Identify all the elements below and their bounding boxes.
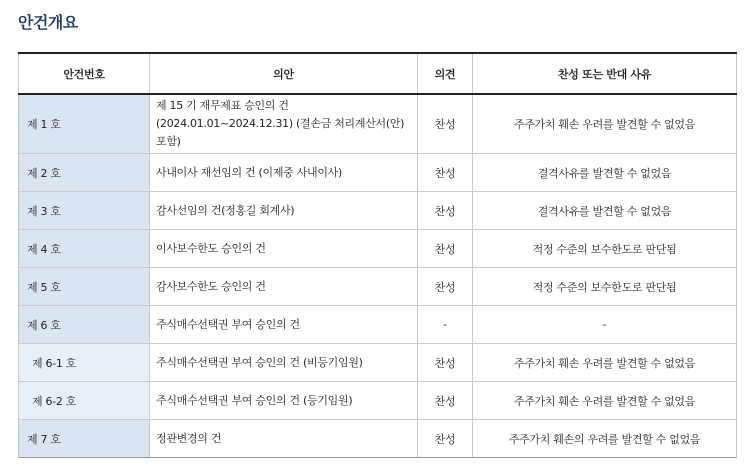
agenda-no-cell: 제 5 호: [19, 268, 150, 306]
table-row: [19, 306, 737, 344]
opinion-cell: 찬성: [418, 420, 473, 458]
reason-cell: 주주가치 훼손 우려를 발견할 수 없었음: [473, 344, 737, 382]
table-header-row: [19, 53, 737, 94]
header-agenda: 의안: [150, 53, 418, 94]
agenda-table: [18, 52, 737, 458]
agenda-cell: 감사선임의 건(정홍길 회계사): [150, 192, 418, 230]
header-agenda-no: 안건번호: [19, 53, 150, 94]
reason-cell: 주주가치 훼손의 우려를 발견할 수 없었음: [473, 420, 737, 458]
header-reason: 찬성 또는 반대 사유: [473, 53, 737, 94]
agenda-no-cell: 제 1 호: [19, 94, 150, 154]
agenda-cell: 사내이사 재선임의 건 (이제중 사내이사): [150, 154, 418, 192]
agenda-no-cell: 제 4 호: [19, 230, 150, 268]
table-row: [19, 94, 737, 154]
agenda-no-cell: 제 7 호: [19, 420, 150, 458]
page-title: 안건개요: [18, 13, 78, 32]
agenda-no-cell: 제 3 호: [19, 192, 150, 230]
opinion-cell: 찬성: [418, 94, 473, 154]
opinion-cell: 찬성: [418, 192, 473, 230]
opinion-cell: -: [418, 306, 473, 344]
agenda-no-cell: 제 6-2 호: [19, 382, 150, 420]
agenda-no-cell: 제 6-1 호: [19, 344, 150, 382]
agenda-cell: 주식매수선택권 부여 승인의 건 (비등기임원): [150, 344, 418, 382]
agenda-cell: 정관변경의 건: [150, 420, 418, 458]
agenda-cell: 주식매수선택권 부여 승인의 건: [150, 306, 418, 344]
reason-cell: 결격사유를 발견할 수 없었음: [473, 192, 737, 230]
opinion-cell: 찬성: [418, 344, 473, 382]
agenda-cell: 감사보수한도 승인의 건: [150, 268, 418, 306]
reason-cell: 적정 수준의 보수한도로 판단됨: [473, 268, 737, 306]
agenda-cell: 제 15 기 재무제표 승인의 건 (2024.01.01~2024.12.31) (결손금 처리계산서(안) 포함): [150, 94, 418, 154]
table-row: [19, 230, 737, 268]
header-opinion: 의견: [418, 53, 473, 94]
table-row: [19, 344, 737, 382]
agenda-cell: 이사보수한도 승인의 건: [150, 230, 418, 268]
reason-cell: 주주가치 훼손 우려를 발견할 수 없었음: [473, 382, 737, 420]
table-row: [19, 382, 737, 420]
reason-cell: 주주가치 훼손 우려를 발견할 수 없었음: [473, 94, 737, 154]
table-row: [19, 192, 737, 230]
agenda-no-cell: 제 2 호: [19, 154, 150, 192]
reason-cell: -: [473, 306, 737, 344]
reason-cell: 결격사유를 발견할 수 없었음: [473, 154, 737, 192]
agenda-no-cell: 제 6 호: [19, 306, 150, 344]
opinion-cell: 찬성: [418, 230, 473, 268]
opinion-cell: 찬성: [418, 382, 473, 420]
reason-cell: 적정 수준의 보수한도로 판단됨: [473, 230, 737, 268]
opinion-cell: 찬성: [418, 268, 473, 306]
table-row: [19, 154, 737, 192]
opinion-cell: 찬성: [418, 154, 473, 192]
table-row: [19, 420, 737, 458]
agenda-cell: 주식매수선택권 부여 승인의 건 (등기임원): [150, 382, 418, 420]
table-row: [19, 268, 737, 306]
